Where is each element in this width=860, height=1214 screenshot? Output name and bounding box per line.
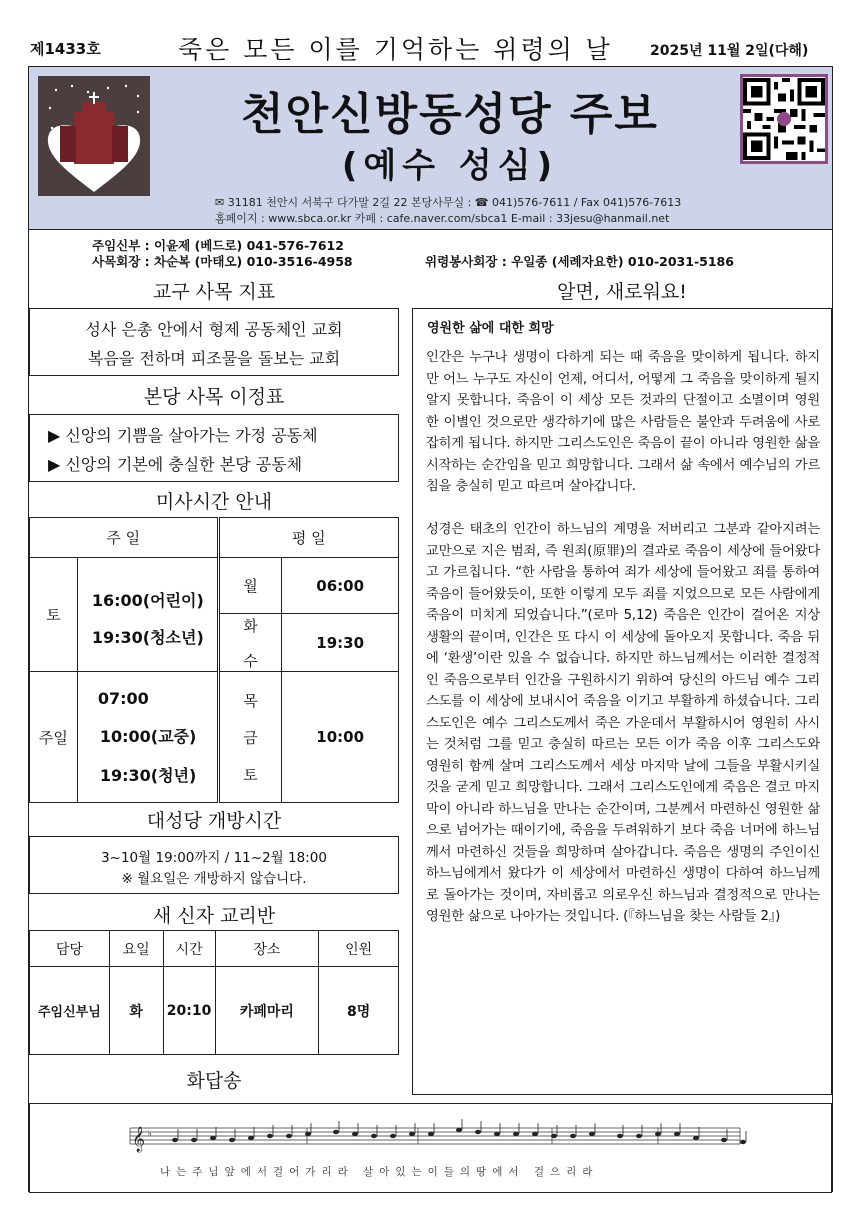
monday-time: 06:00	[282, 558, 399, 614]
col-header: 담당	[30, 931, 110, 967]
article-title: 영원한 삶에 대한 희망	[427, 321, 554, 336]
bulletin-title: 천안신방동성당 주보	[241, 89, 659, 140]
note-head	[721, 1138, 727, 1142]
table-cell: 8명	[319, 967, 399, 1055]
article-paragraph: 성경은 태초의 인간이 하느님의 계명을 저버리고 그분과 같아지려는 교만으로 지은 범죄, 즉 원죄(原罪)의 결과로 죽음이 세상에 들어왔다고 가르칩니다. “한 사람을 통하여 죄가 세상에 들어왔고 죄를 통하여 죽음이 들어왔듯이, 또한 이렇게 모두 죄를 지었으므로 모든 사람에게 죽음이 미치게 되었습니다.”(로마 5,12) 죽음은 인간이 걸어온 지상 생활의 끝이며, 인간은 또 다시 이 세상에 돌아오지 못합니다. 죽음 뒤에 ‘환생’이란 있을 수 없습니다. 하지만 하느님께서는 이러한 결정적인 죽음으로부터 인간을 구원하시기 위하여 당신의 아드님 예수 그리스도를 이 세상에 보내시어 죽음을 이기고 부활하게 하셨습니다. 그리스도인은 예수 그리스도께서 죽은 가운데서 부활하시어 영원히 사시는 것처럼 그를 믿고 충실히 따르는 모든 이가 죽음 이후 그리스도와 영원히 함께 살며 그리스도께서 세상 마지막 날에 그들을 부활시키실 것을 굳게 믿고 희망합니다. 그래서 그리스도인에게 죽음은 결코 마지막이 아니라 하느님을 만나는 순간이며, 그분께서 마련하신 영원한 삶으로 넘어가는 때이기에, 죽음을 두려워하기 보다 죽음 너머에 하느님께서 마련하신 것들을 희망하며 살아갑니다. 죽음은 생명의 주인이신 하느님에게서 왔다가 이 세상에서 마련하신 생명이 다하여 하느님께로 돌아가는 것이며, 자비롭고 의로우신 하느님과 결정적으로 만나는 영원한 삶으로 나아가는 것입니다. (『하느님을 찾는 사람들 2』)	[426, 522, 820, 924]
psalm-music-box	[29, 1103, 832, 1193]
note-head	[428, 1132, 434, 1136]
sunday-header: 주 일	[30, 518, 219, 558]
parish-goal-line: ▶ 신앙의 기본에 충실한 본당 공동체	[48, 455, 303, 474]
note-head	[532, 1132, 538, 1136]
thu-sat-time: 10:00	[282, 672, 399, 803]
note-head	[371, 1134, 377, 1138]
article-section-heading: 알면, 새로워요!	[557, 281, 687, 303]
mail-icon: ✉	[215, 196, 228, 209]
note-head	[513, 1132, 519, 1136]
note-head	[693, 1136, 699, 1140]
open-hours-box	[29, 836, 399, 894]
parish-goal-heading: 본당 사목 이정표	[143, 386, 285, 408]
mass-schedule-table	[29, 517, 399, 803]
psalm-heading: 화답송	[186, 1070, 242, 1092]
sunday-times	[77, 672, 218, 803]
table-cell: 20:10	[163, 967, 215, 1055]
col-header: 요일	[109, 931, 163, 967]
address-line	[215, 194, 681, 210]
col-header: 장소	[215, 931, 319, 967]
mass-time: 19:30(청소년)	[91, 627, 204, 647]
table-cell: 주임신부님	[30, 967, 110, 1055]
diocese-goal-line: 성사 은총 안에서 형제 공동체인 교회	[85, 320, 343, 339]
mass-time: 19:30(청년)	[99, 765, 197, 785]
article-body	[426, 347, 820, 949]
note-head	[456, 1128, 462, 1132]
mass-time-heading: 미사시간 안내	[155, 491, 273, 513]
president-contact: 사목회장 : 차순복 (마태오) 010-3516-4958	[92, 254, 353, 269]
note-head	[333, 1130, 339, 1134]
day-label: 금	[243, 728, 258, 747]
web-line[interactable]: 홈페이지 : www.sbca.or.kr 카페 : cafe.naver.com/sbca1 E-mail : 33jesu@hanmail.net	[215, 212, 670, 225]
col-header: 인원	[319, 931, 399, 967]
monday-label: 월	[218, 558, 282, 614]
thu-sat-label	[218, 672, 282, 803]
issue-date: 2025년 11월 2일(다해)	[650, 43, 809, 59]
mass-time: 07:00	[97, 688, 149, 708]
note-head	[172, 1138, 178, 1142]
article-box	[412, 308, 832, 1095]
note-head	[191, 1138, 197, 1142]
mass-time: 10:00(교중)	[99, 726, 197, 746]
open-hours-line: 3~10월 19:00까지 / 11~2월 18:00	[101, 850, 327, 866]
pastor-contact: 주임신부 : 이윤제 (베드로) 041-576-7612	[92, 238, 344, 253]
note-head	[210, 1136, 216, 1140]
note-head	[286, 1134, 292, 1138]
svg-text:♭: ♭	[148, 1129, 152, 1138]
note-head	[494, 1132, 500, 1136]
note-head	[551, 1134, 557, 1138]
open-hours-heading: 대성당 개방시간	[146, 810, 282, 832]
sunday-label: 주일	[30, 672, 78, 803]
catechism-table	[29, 930, 399, 1055]
note-head	[409, 1132, 415, 1136]
saturday-label: 토	[30, 558, 78, 672]
parish-goal-line: ▶ 신앙의 기쁨을 살아가는 가정 공동체	[48, 426, 318, 445]
weekday-header: 평 일	[218, 518, 398, 558]
issue-number: 제1433호	[30, 40, 101, 58]
tue-wed-time: 19:30	[282, 614, 399, 672]
bulletin-subtitle: (예수 성심)	[341, 146, 559, 186]
note-head	[229, 1138, 235, 1142]
note-head	[570, 1134, 576, 1138]
note-head	[305, 1132, 311, 1136]
liturgical-day: 죽은 모든 이를 기억하는 위령의 날	[178, 35, 613, 64]
note-head	[390, 1134, 396, 1138]
note-head	[636, 1134, 642, 1138]
svg-text:𝄞: 𝄞	[132, 1127, 146, 1152]
note-head	[740, 1140, 746, 1144]
catechism-heading: 새 신자 교리반	[152, 905, 276, 927]
table-cell: 화	[109, 967, 163, 1055]
church-heart-logo	[38, 76, 150, 196]
note-head	[655, 1132, 661, 1136]
table-cell: 카페마리	[215, 967, 319, 1055]
day-label: 목	[243, 691, 258, 710]
note-head	[475, 1130, 481, 1134]
note-head	[352, 1132, 358, 1136]
note-head	[589, 1132, 595, 1136]
note-head	[674, 1132, 680, 1136]
tue-wed-label	[218, 614, 282, 672]
col-header: 시간	[163, 931, 215, 967]
diocese-goal-heading: 교구 사목 지표	[152, 281, 276, 303]
service-contact: 위령봉사회장 : 우일종 (세례자요한) 010-2031-5186	[425, 254, 734, 269]
article-paragraph: 인간은 누구나 생명이 다하게 되는 때 죽음을 맞이하게 됩니다. 하지만 어느 누구도 자신이 언제, 어디서, 어떻게 그 죽음을 맞이하게 될지 알지 못합니다. 죽음이 이 세상 모든 것과의 단절이고 소멸이며 영원한 이별인 것으로만 생각하기에 많은 사람들은 불안과 두려움에 사로잡히게 됩니다. 하지만 그리스도인은 죽음이 끝이 아니라 영원한 삶을 시작하는 순간임을 믿고 희망합니다. 그래서 삶 속에서 예수님의 가르침을 충실히 믿고 따르며 살아갑니다.	[426, 350, 820, 494]
day-label: 토	[243, 765, 258, 784]
day-label: 수	[243, 651, 258, 670]
note-head	[617, 1134, 623, 1138]
day-label: 화	[243, 616, 258, 635]
note-head	[248, 1136, 254, 1140]
address-text: 31181 천안시 서북구 다가말 2길 22 본당사무실 : ☎ 041)576-7611 / Fax 041)576-7613	[227, 196, 682, 209]
psalm-lyrics: 나는주님앞에서걸어가리라 살아있는이들의땅에서 걸으리라	[160, 1166, 599, 1178]
open-hours-note: ※ 월요일은 개방하지 않습니다.	[121, 871, 307, 887]
diocese-goal-line: 복음을 전하며 피조물을 돌보는 교회	[87, 349, 341, 368]
note-head	[267, 1134, 273, 1138]
diocese-goal-box	[29, 308, 399, 376]
saturday-times	[77, 558, 218, 672]
parish-goal-box	[29, 414, 399, 482]
qr-code-icon[interactable]	[740, 74, 828, 164]
mass-time: 16:00(어린이)	[91, 590, 204, 610]
